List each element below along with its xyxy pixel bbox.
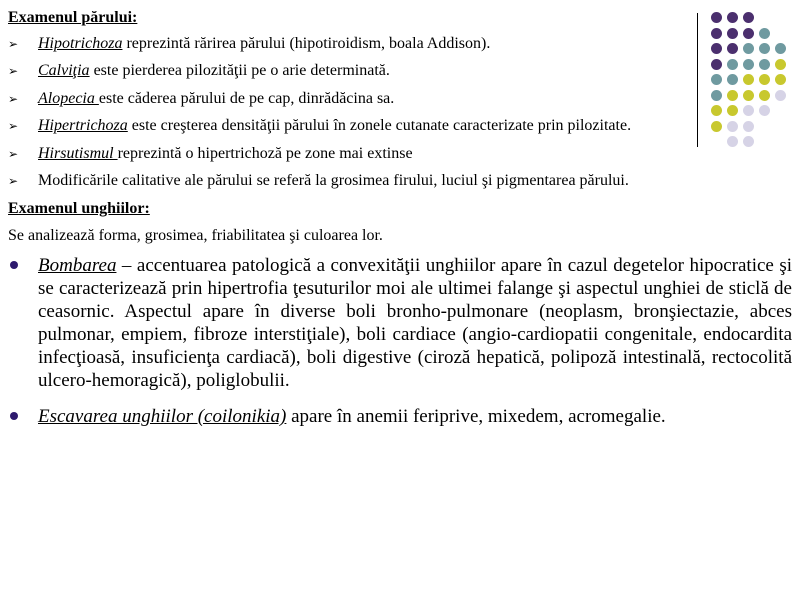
hair-section-heading: Examenul părului: — [8, 9, 138, 26]
arrow-bullet-icon: ➢ — [8, 146, 19, 161]
arrow-bullet-icon: ➢ — [8, 37, 19, 51]
list-item — [8, 35, 768, 62]
nail-findings-list — [8, 254, 792, 428]
decorative-dot — [775, 121, 786, 132]
arrow-bullet-icon: ➢ — [8, 173, 19, 188]
item-text: Modificările calitative ale părului se referă la grosimea firului, luciul şi pigmentarea părului. — [38, 171, 629, 189]
item-text: reprezintă rărirea părului (hipotiroidism, boala Addison). — [122, 35, 491, 52]
arrow-bullet-icon: ➢ — [8, 91, 19, 106]
decorative-dot — [775, 43, 786, 54]
item-text: – accentuarea patologică a convexităţii unghiilor apare în cazul degetelor hipocratice şi se caracterizează prin hipertrofia ţesuturilor moi ale ultimei falange şi aspectul unghiei de sticlă de ceasornic. Aspectul apare în diverse boli bronho-pulmonare (neoplasm, bronşiectazie, abces pulmonar, empiem, fibroze interstiţiale), boli cardiace (angio-cardiopatii congenitale, endocardita infecţioasă, insuficienţa cardiacă), boli digestive (ciroză hepatică, polipoză intestinală, rectocolită ulcero-hemoragică), poliglobulii. — [38, 255, 792, 391]
decorative-dot — [711, 12, 722, 23]
decorative-dot — [775, 12, 786, 23]
item-text: apare în anemii feriprive, mixedem, acromegalie. — [286, 406, 666, 427]
hair-findings-list — [8, 35, 768, 199]
arrow-bullet-icon: ➢ — [8, 119, 19, 134]
list-item — [8, 117, 768, 144]
term-alopecia: Alopecia — [38, 89, 99, 107]
item-text: este creşterea densităţii părului în zonele cutanate caracterizate prin pilozitate. — [127, 117, 632, 135]
round-bullet-icon — [10, 261, 18, 269]
decorative-dot — [727, 12, 738, 23]
term-bombarea: Bombarea — [38, 255, 117, 276]
term-calvitia: Calviţia — [38, 62, 90, 80]
arrow-bullet-icon: ➢ — [8, 64, 19, 79]
list-item — [8, 254, 792, 392]
decorative-dot — [775, 74, 786, 85]
term-hipotrichoza: Hipotrichoza — [38, 35, 123, 52]
nail-section-heading: Examenul unghiilor: — [8, 200, 150, 217]
item-text: reprezintă o hipertrichoză pe zone mai extinse — [117, 144, 413, 162]
nail-intro-text: Se analizează forma, grosimea, friabilitatea şi culoarea lor. — [8, 227, 383, 244]
decorative-dot — [775, 28, 786, 39]
term-hirsutismul: Hirsutismul — [38, 144, 118, 162]
decorative-dot — [775, 136, 786, 147]
decorative-dot — [759, 12, 770, 23]
round-bullet-icon — [10, 412, 18, 420]
list-item — [8, 90, 768, 117]
term-hipertrichoza: Hipertrichoza — [38, 117, 128, 135]
list-item — [8, 405, 792, 428]
decorative-dot — [775, 90, 786, 101]
list-item — [8, 145, 768, 172]
decorative-dot — [775, 59, 786, 70]
item-text: este pierderea pilozităţii pe o arie determinată. — [89, 62, 390, 80]
list-item — [8, 172, 768, 199]
term-escavarea: Escavarea unghiilor (coilonikia) — [38, 406, 287, 427]
list-item — [8, 62, 768, 89]
decorative-dot — [775, 105, 786, 116]
item-text: este căderea părului de pe cap, dinrădăcina sa. — [98, 89, 395, 107]
decorative-dot — [743, 12, 754, 23]
